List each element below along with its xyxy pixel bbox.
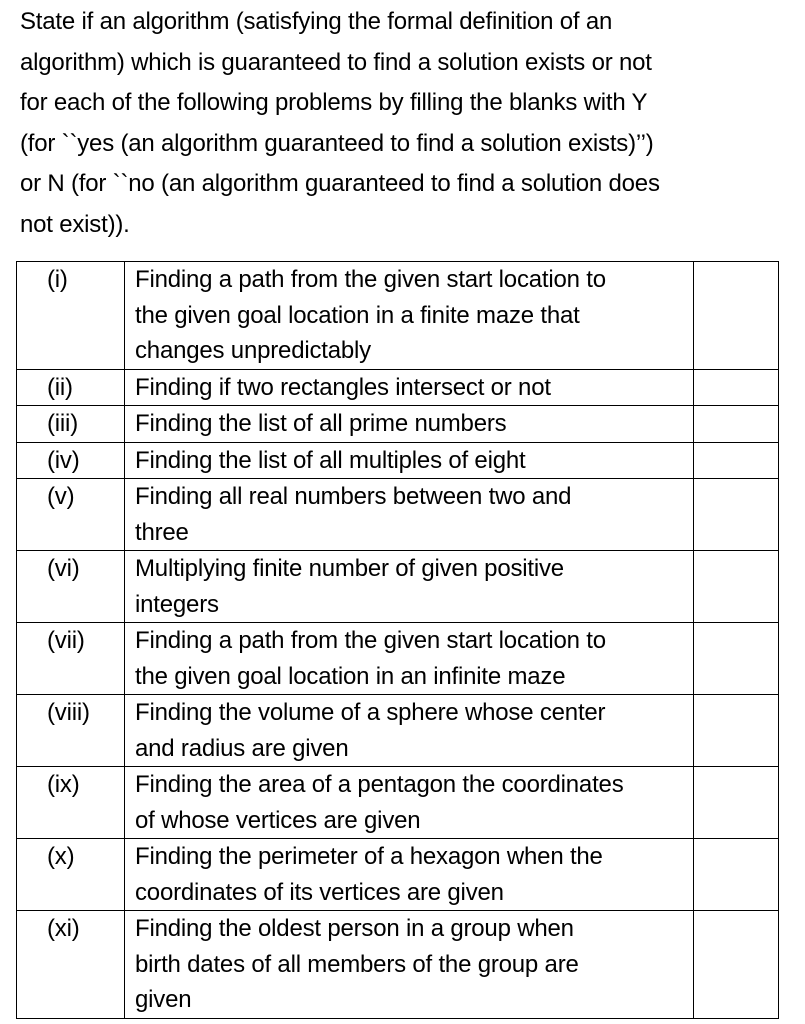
problem-row <box>17 623 779 695</box>
problem-description <box>125 767 694 839</box>
problem-number: (ii) <box>17 369 125 406</box>
problem-text-line: Multiplying finite number of given positive <box>135 555 564 582</box>
problem-description <box>125 695 694 767</box>
problem-description <box>125 262 694 370</box>
problem-row <box>17 839 779 911</box>
problem-description <box>125 406 694 443</box>
answer-blank[interactable] <box>694 442 779 479</box>
answer-blank[interactable] <box>694 695 779 767</box>
instructions-line: algorithm) which is guaranteed to find a solution exists or not <box>20 48 652 76</box>
problem-text-line: coordinates of its vertices are given <box>135 878 504 906</box>
problem-description <box>125 911 694 1019</box>
problem-description <box>125 551 694 623</box>
problem-text-line: and radius are given <box>135 734 349 762</box>
problem-text-line: Finding the area of a pentagon the coordinates <box>135 771 624 798</box>
answer-blank[interactable] <box>694 911 779 1019</box>
problem-number: (x) <box>17 839 125 911</box>
problem-text-line: the given goal location in a finite maze that <box>135 301 580 329</box>
problem-text-line: Finding the list of all multiples of eight <box>135 446 526 474</box>
problem-number: (vii) <box>17 623 125 695</box>
problem-number: (iv) <box>17 442 125 479</box>
instructions-paragraph <box>20 2 790 245</box>
problem-row <box>17 442 779 479</box>
problems-table <box>16 261 779 1019</box>
answer-blank[interactable] <box>694 767 779 839</box>
answer-blank[interactable] <box>694 623 779 695</box>
problem-text-line: Finding all real numbers between two and <box>135 483 572 510</box>
problem-row <box>17 406 779 443</box>
problem-text-line: the given goal location in an infinite maze <box>135 662 566 690</box>
problem-text-line: of whose vertices are given <box>135 806 421 834</box>
problem-description <box>125 623 694 695</box>
answer-blank[interactable] <box>694 369 779 406</box>
answer-blank[interactable] <box>694 262 779 370</box>
problem-number: (xi) <box>17 911 125 1019</box>
instructions-line: or N (for ``no (an algorithm guaranteed to find a solution does <box>20 170 660 197</box>
answer-blank[interactable] <box>694 479 779 551</box>
problem-row <box>17 911 779 1019</box>
problem-text-line: Finding the volume of a sphere whose center <box>135 699 606 726</box>
answer-blank[interactable] <box>694 839 779 911</box>
problem-text-line: Finding a path from the given start location to <box>135 627 606 654</box>
problem-text-line: birth dates of all members of the group are <box>135 950 579 978</box>
problem-description <box>125 369 694 406</box>
problem-description <box>125 479 694 551</box>
problem-text-line: Finding the oldest person in a group when <box>135 915 574 942</box>
problem-text-line: changes unpredictably <box>135 337 371 364</box>
problem-row <box>17 369 779 406</box>
problem-number: (iii) <box>17 406 125 443</box>
problem-text-line: Finding a path from the given start location to <box>135 266 606 293</box>
problem-description <box>125 442 694 479</box>
answer-blank[interactable] <box>694 406 779 443</box>
problem-number: (viii) <box>17 695 125 767</box>
problem-row <box>17 551 779 623</box>
problem-number: (ix) <box>17 767 125 839</box>
problem-row <box>17 695 779 767</box>
problem-number: (v) <box>17 479 125 551</box>
problem-row <box>17 767 779 839</box>
problem-text-line: given <box>135 986 192 1013</box>
problem-row <box>17 479 779 551</box>
problem-text-line: integers <box>135 590 219 618</box>
problem-row <box>17 262 779 370</box>
problem-text-line: Finding if two rectangles intersect or not <box>135 373 551 401</box>
instructions-line: State if an algorithm (satisfying the formal definition of an <box>20 8 613 35</box>
answer-blank[interactable] <box>694 551 779 623</box>
instructions-line: for each of the following problems by filling the blanks with Y <box>20 89 648 116</box>
problem-number: (vi) <box>17 551 125 623</box>
problem-text-line: three <box>135 518 189 546</box>
instructions-line: (for ``yes (an algorithm guaranteed to find a solution exists)’’) <box>20 129 654 157</box>
instructions-line: not exist)). <box>20 210 130 238</box>
problem-number: (i) <box>17 262 125 370</box>
problem-text-line: Finding the perimeter of a hexagon when the <box>135 843 603 870</box>
problem-description <box>125 839 694 911</box>
problem-text-line: Finding the list of all prime numbers <box>135 410 507 437</box>
